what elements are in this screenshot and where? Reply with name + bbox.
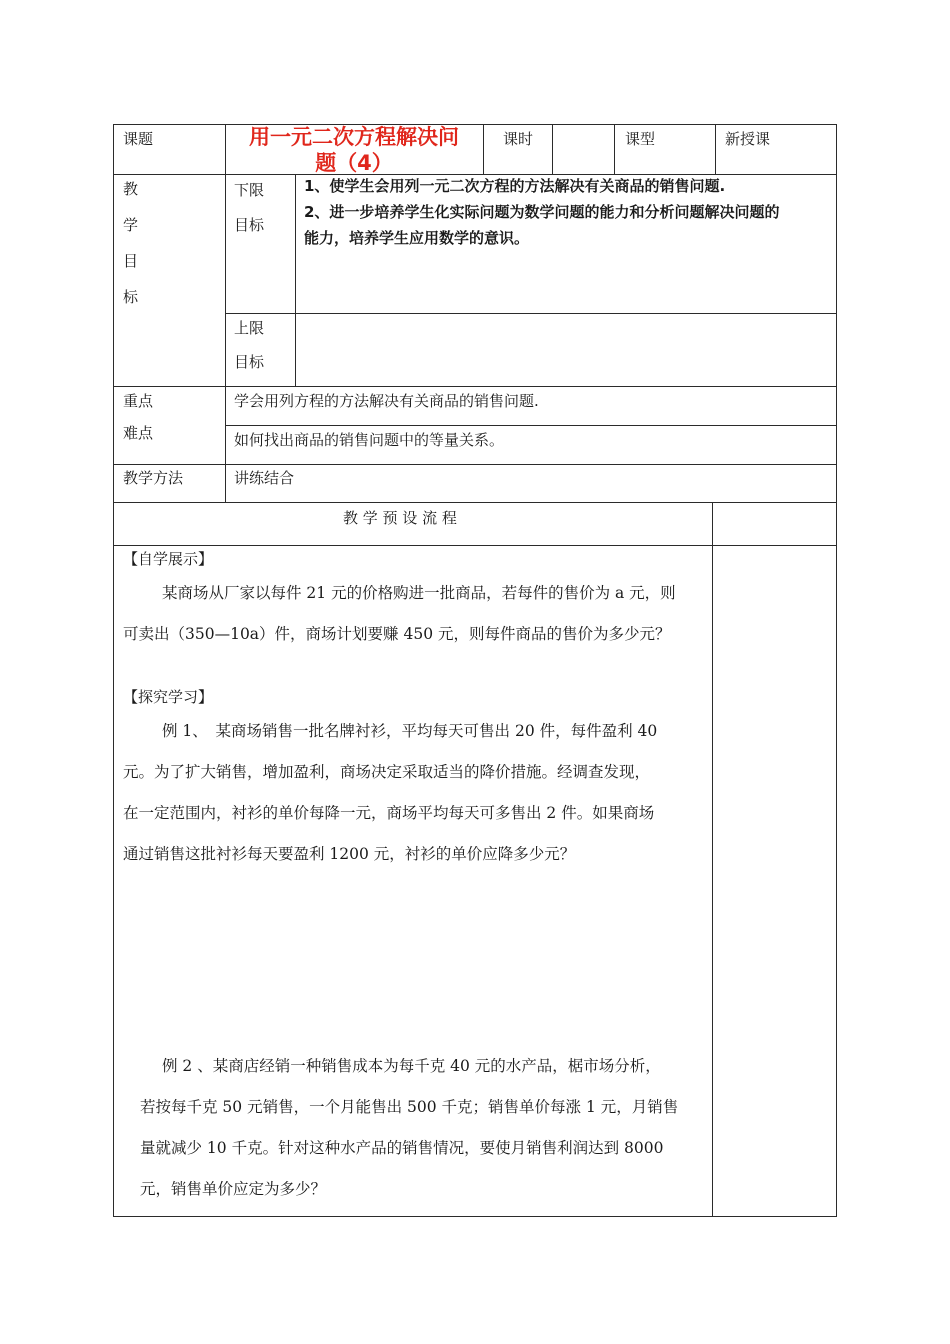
- lower-objective-1: 1、使学生会用列一元二次方程的方法解决有关商品的销售问题.: [304, 177, 726, 195]
- key-point-text: 学会用列方程的方法解决有关商品的销售问题.: [234, 392, 539, 410]
- explore-heading: 【探究学习】: [123, 688, 214, 706]
- difficulty-text: 如何找出商品的销售问题中的等量关系。: [234, 431, 505, 449]
- table-border-right: [836, 124, 837, 1217]
- objectives-label-char-2: 学: [123, 216, 139, 234]
- lower-target-label-2: 目标: [234, 216, 265, 234]
- objectives-label-char-3: 目: [123, 252, 139, 270]
- type-label: 课型: [625, 130, 656, 148]
- col-divider-notes: [712, 502, 713, 1217]
- type-value: 新授课: [725, 130, 771, 148]
- table-border-left: [113, 124, 114, 1217]
- example1-line1: 例 1、 某商场销售一批名牌衬衫，平均每天可售出 20 件，每件盈利 40: [162, 722, 658, 740]
- example2-line3: 量就减少 10 千克。针对这种水产品的销售情况，要使月销售利润达到 8000: [140, 1139, 664, 1157]
- row-divider-lower-upper: [225, 313, 837, 314]
- row-divider-flow-body: [113, 545, 837, 546]
- example1-line3: 在一定范围内，衬衫的单价每降一元，商场平均每天可多售出 2 件。如果商场: [123, 804, 655, 822]
- key-points-label-2: 难点: [123, 424, 154, 442]
- row-divider-difficulty: [225, 425, 837, 426]
- row-divider-flow-header: [113, 502, 837, 503]
- example1-line2: 元。为了扩大销售，增加盈利，商场决定采取适当的降价措施。经调查发现，: [123, 763, 651, 781]
- upper-target-label-2: 目标: [234, 353, 265, 371]
- lower-objective-2-line2: 能力，培养学生应用数学的意识。: [304, 229, 530, 247]
- self-study-line1: 某商场从厂家以每件 21 元的价格购进一批商品，若每件的售价为 a 元，则: [162, 584, 676, 602]
- example2-line1: 例 2 、某商店经销一种销售成本为每千克 40 元的水产品，椐市场分析，: [162, 1057, 661, 1075]
- method-value: 讲练结合: [234, 469, 295, 487]
- col-divider-type-value: [715, 124, 716, 175]
- col-divider-objective-label: [295, 174, 296, 387]
- objectives-label-char-4: 标: [123, 288, 139, 306]
- row-divider-method: [113, 464, 837, 465]
- upper-target-label-1: 上限: [234, 319, 265, 337]
- topic-title: [228, 124, 480, 176]
- lower-target-label-1: 下限: [234, 181, 265, 199]
- topic-label: 课题: [123, 130, 154, 148]
- row-divider-keypoints: [113, 386, 837, 387]
- self-study-heading: 【自学展示】: [123, 550, 214, 568]
- topic-title-line1: 用一元二次方程解决问: [249, 125, 459, 149]
- example2-line4: 元，销售单价应定为多少？: [140, 1180, 327, 1198]
- flow-header: 教 学 预 设 流 程: [343, 509, 457, 527]
- topic-title-line2: 题（4）: [315, 151, 393, 175]
- col-divider-type-label: [614, 124, 615, 175]
- key-points-label-1: 重点: [123, 392, 154, 410]
- example1-line4: 通过销售这批衬衫每天要盈利 1200 元，衬衫的单价应降多少元？: [123, 845, 576, 863]
- table-border-bottom: [113, 1216, 837, 1217]
- hours-label: 课时: [503, 130, 534, 148]
- method-label: 教学方法: [123, 469, 184, 487]
- example2-line2: 若按每千克 50 元销售，一个月能售出 500 千克；销售单价每涨 1 元，月销售: [140, 1098, 679, 1116]
- col-divider-title-end: [483, 124, 484, 175]
- col-divider-label: [225, 124, 226, 503]
- col-divider-hours-value: [552, 124, 553, 175]
- objectives-label-char-1: 教: [123, 180, 139, 198]
- self-study-line2: 可卖出（350—10a）件，商场计划要赚 450 元，则每件商品的售价为多少元？: [123, 625, 671, 643]
- lower-objective-2-line1: 2、进一步培养学生化实际问题为数学问题的能力和分析问题解决问题的: [304, 203, 780, 221]
